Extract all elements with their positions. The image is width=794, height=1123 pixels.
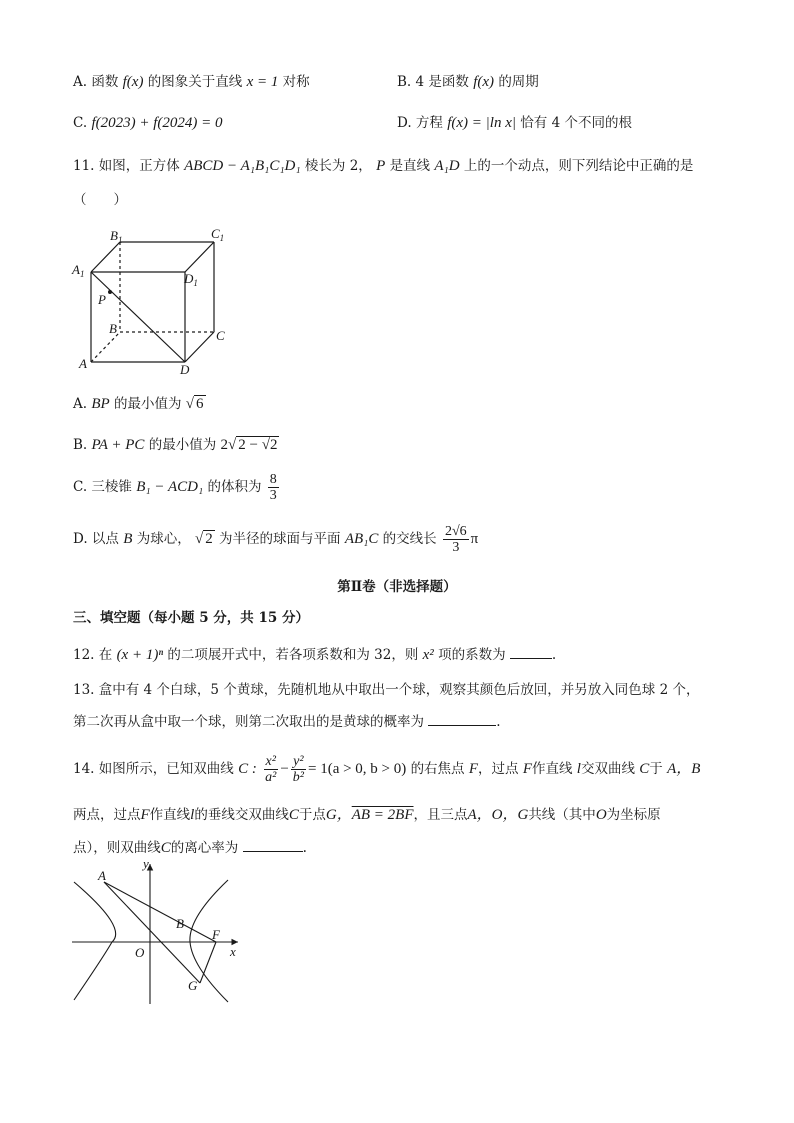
math: A₁D	[434, 158, 460, 174]
text: 11. 如图，正方体	[73, 158, 180, 174]
text: 14. 如图所示，已知双曲线	[73, 761, 234, 777]
text: 上的一个动点，则下列结论中正确的是	[463, 158, 694, 174]
label-d1: $D_1$	[184, 271, 198, 288]
q11-option-b	[73, 435, 279, 455]
math: = 1(a > 0, b > 0)	[307, 761, 407, 777]
text: 的交线长	[382, 531, 437, 547]
text: D. 以点	[73, 531, 119, 547]
math: PA + PC	[91, 437, 145, 453]
math: f(2023) + f(2024) = 0	[91, 115, 223, 131]
sqrt-radicand: 2	[205, 531, 213, 547]
q10-option-a	[73, 72, 310, 92]
text: .	[496, 714, 501, 730]
text: C.	[73, 115, 88, 131]
fraction	[443, 524, 469, 555]
edge-a1-b1	[91, 242, 120, 272]
q11-option-d	[73, 522, 478, 556]
q11-option-a	[73, 394, 206, 414]
edge-d1-c1	[185, 242, 214, 272]
numerator: 2√6	[444, 524, 467, 539]
text: 点），则双曲线	[73, 840, 161, 856]
label-g: G	[188, 978, 198, 993]
math: f(x)	[122, 74, 144, 90]
text: 的垂线交双曲线	[194, 807, 289, 823]
denominator: 3	[452, 540, 460, 555]
text: 作直线	[149, 807, 191, 823]
text: 12. 在	[73, 647, 113, 663]
denominator: 3	[269, 488, 277, 503]
label-c: C	[216, 328, 225, 343]
text: 为半径的球面与平面	[219, 531, 341, 547]
text: 第二次再从盒中取一个球，则第二次取出的是黄球的概率为	[73, 714, 424, 730]
text: 的右焦点	[410, 761, 465, 777]
text: 的离心率为	[170, 840, 239, 856]
text: 的最小值为	[148, 437, 217, 453]
diagonal-a1-d	[91, 272, 185, 362]
math: (x + 1)ⁿ	[116, 647, 164, 663]
math: AB₁C	[344, 531, 379, 547]
text: ，过点	[478, 761, 519, 777]
text: 对称	[282, 74, 310, 90]
label-c1: $C_1$	[211, 226, 225, 243]
line-a-o-g	[104, 882, 200, 983]
numerator: y²	[293, 754, 304, 769]
q11-answer-paren: （ ）	[73, 192, 127, 208]
math: C :	[238, 761, 257, 777]
text: 棱长为 2，	[304, 158, 372, 174]
text: ，且三点	[413, 807, 468, 823]
q13-line1: 13. 盒中有 4 个白球，5 个黄球，先随机地从中取出一个球，观察其颜色后放回，并另放入同色球 2 个，	[73, 682, 700, 698]
answer-blank[interactable]	[243, 837, 303, 852]
hyperbola-left-branch	[74, 882, 116, 1000]
label-d: D	[180, 362, 190, 377]
hyperbola-figure	[68, 858, 243, 1008]
coefficient: 2	[220, 437, 229, 453]
math: C	[639, 761, 650, 777]
q10-option-b	[397, 72, 539, 92]
text: 是直线	[389, 158, 431, 174]
math: l	[576, 761, 581, 777]
q14-line2	[73, 805, 661, 825]
answer-blank[interactable]	[428, 711, 496, 726]
text: 的图象关于直线	[147, 74, 243, 90]
text: C. 三棱锥	[73, 479, 132, 495]
text: 的周期	[498, 74, 539, 90]
vector-eq: AB = 2BF	[351, 807, 414, 823]
cube-figure	[68, 222, 238, 377]
q10-option-d	[397, 113, 632, 133]
label-o: O	[135, 945, 145, 960]
text: 的二项展开式中，若各项系数和为 32，则	[167, 647, 419, 663]
q14-line3	[73, 837, 307, 858]
answer-blank[interactable]	[510, 644, 552, 659]
sqrt-radicand: 2 − √2	[238, 437, 278, 453]
q12	[73, 644, 556, 665]
math: F	[140, 807, 150, 823]
text: 的最小值为	[113, 396, 182, 412]
section3-title: 三、填空题（每小题 5 分，共 15 分）	[73, 610, 309, 626]
label-a1: $A_1$	[72, 262, 85, 279]
edge-d-c	[185, 332, 214, 362]
point-p	[108, 290, 112, 294]
text: 交双曲线	[580, 761, 635, 777]
math: B₁ − ACD₁	[136, 479, 204, 495]
part2-title: 第Ⅱ卷（非选择题）	[337, 579, 457, 595]
numerator: x²	[265, 754, 276, 769]
line-l-a-f	[104, 882, 216, 942]
math: G，	[325, 807, 352, 823]
label-y: y	[143, 858, 149, 871]
line-f-g	[200, 942, 216, 983]
q11-option-c	[73, 470, 281, 504]
text: 两点，过点	[73, 807, 141, 823]
text: 于	[649, 761, 663, 777]
text: B.	[73, 437, 88, 453]
math: BP	[91, 396, 110, 412]
math: A，O，G	[467, 807, 529, 823]
math: x = 1	[246, 74, 279, 90]
text: 为坐标原	[606, 807, 661, 823]
denominator: b²	[292, 770, 304, 785]
text: 于点	[298, 807, 326, 823]
label-x: x	[230, 944, 236, 959]
q13-line2	[73, 711, 501, 732]
text: 项的系数为	[438, 647, 506, 663]
text: 恰有 4 个不同的根	[520, 115, 632, 131]
math: C	[160, 840, 171, 856]
label-a: A	[79, 356, 87, 371]
q10-option-c	[73, 113, 223, 133]
text: 为球心，	[136, 531, 191, 547]
text: .	[551, 647, 557, 663]
numerator: 8	[269, 472, 277, 487]
sqrt-sign: √	[185, 396, 194, 412]
math: P	[376, 158, 386, 174]
label-f: F	[212, 927, 220, 942]
denominator: a²	[265, 770, 277, 785]
text: D. 方程	[397, 115, 443, 131]
text: 作直线	[532, 761, 573, 777]
math: x²	[422, 647, 434, 663]
label-b: B	[176, 916, 184, 931]
sqrt-radicand: 6	[196, 396, 204, 412]
math: f(x) = |ln x|	[447, 115, 516, 131]
math: f(x)	[473, 74, 495, 90]
edge-a-b	[91, 332, 120, 362]
sqrt-sign: √	[195, 531, 204, 547]
math: O	[595, 807, 607, 823]
label-b: B	[109, 321, 117, 336]
fraction	[268, 472, 279, 503]
text: A. 函数	[73, 74, 119, 90]
math: A，B	[667, 761, 701, 777]
text: A.	[73, 396, 88, 412]
sqrt-sign: √	[228, 437, 237, 453]
text: 的体积为	[207, 479, 262, 495]
math: F	[522, 761, 532, 777]
q11-stem	[73, 156, 693, 176]
math: l	[190, 807, 195, 823]
fraction	[291, 754, 306, 785]
math: ABCD − A₁B₁C₁D₁	[184, 158, 301, 174]
math: B	[123, 531, 133, 547]
text: 共线（其中	[528, 807, 596, 823]
fraction	[263, 754, 278, 785]
math: C	[288, 807, 299, 823]
label-p: P	[98, 292, 106, 307]
math: F	[468, 761, 479, 777]
label-a: A	[98, 868, 106, 883]
label-b1: $B_1$	[110, 228, 123, 245]
text: .	[302, 840, 307, 856]
minus: −	[280, 761, 289, 777]
pi: π	[470, 531, 479, 547]
q14-line1	[73, 752, 700, 786]
text: B. 4 是函数	[397, 74, 469, 90]
